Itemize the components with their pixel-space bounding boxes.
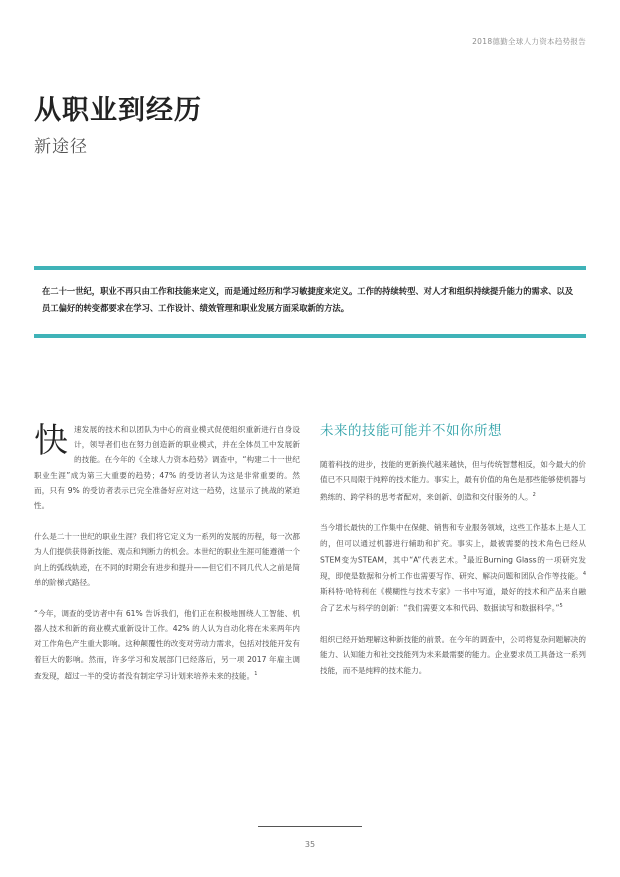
report-header-title: 2018德勤全球人力资本趋势报告: [472, 37, 586, 46]
right-paragraph-3: 组织已经开始理解这种新技能的前景。在今年的调查中，公司将复杂问题解决的能力、认知能力和社交技能列为未来最需要的能力。企业要求员工具备这一系列技能，而不是纯粹的技术能力。: [320, 635, 586, 675]
page-number: 35: [304, 840, 316, 849]
left-column: [34, 422, 300, 700]
right-paragraph-2: [320, 520, 586, 616]
footnote-ref-2[interactable]: 2: [532, 491, 536, 498]
page-subtitle: 新途径: [34, 137, 88, 157]
footnote-ref-5[interactable]: 5: [559, 603, 563, 610]
right-paragraph-2-text-c: 斯科特·哈特利在《模糊性与技术专家》一书中写道，最好的技术和产品来自融合了艺术与科学的创新：“我们需要文本和代码、数据读写和数据科学。”: [320, 587, 586, 613]
summary-bottom-rule: [34, 334, 586, 338]
dropcap-letter: 快: [34, 421, 68, 461]
left-paragraph-3-text: “今年，调查的受访者中有 61% 告诉我们，他们正在积极地围绕人工智能、机器人技术和新的商业模式重新设计工作。42% 的人认为自动化将在未来两年内对工作角色产生重大影响。这种颠覆性的改变对劳动力需求，包括对技能开发有着巨大的影响。然而，许多学习和发展部门已经落后，另一项 2017 年雇主调查发现，超过一半的受访者没有制定学习计划来培养未来的技能。: [34, 609, 300, 681]
right-paragraph-2-text-b: 最近Burning Glass的一项研究发现，即使是数据和分析工作也需要写作、研究、解决问题和团队合作等技能。: [320, 555, 586, 582]
summary-top-rule: [34, 266, 586, 270]
summary-text: 在二十一世纪，职业不再只由工作和技能来定义，而是通过经历和学习敏捷度来定义。工作的持续转型、对人才和组织持续提升能力的需求、以及员工偏好的转变都要求在学习、工作设计、绩效管理和职业发展方面采取新的方法。: [42, 286, 574, 313]
footnote-ref-3[interactable]: 3: [463, 554, 467, 561]
footnote-ref-4[interactable]: 4: [582, 571, 586, 578]
page-title: 从职业到经历: [34, 95, 202, 126]
right-column: [320, 422, 586, 694]
right-paragraph-2-text-a: 当今增长最快的工作集中在保健、销售和专业服务领域，这些工作基本上是人工的，但可以通过机器进行辅助和扩充。事实上，最被需要的技术角色已经从STEM变为STEAM，其中“A”代表艺术。: [320, 523, 586, 565]
section-heading: 未来的技能可能并不如你所想: [320, 423, 502, 439]
footnote-ref-1[interactable]: 1: [254, 670, 258, 677]
footer-divider: [258, 826, 362, 827]
left-paragraph-3: [34, 606, 300, 684]
left-paragraph-1-text: 速发展的技术和以团队为中心的商业模式促使组织重新进行自身设计，领导者们也在努力创造新的职业模式，并在全体员工中发展新的技能。在今年的《全球人力资本趋势》调查中，“构建二十一世纪职业生涯”成为第三大重要的趋势；47% 的受访者认为这是非常重要的。然而，只有 9% 的受访者表示已完全准备好应对这一趋势，这显示了挑战的紧迫性。: [34, 425, 300, 511]
left-paragraph-1: [34, 422, 300, 513]
right-paragraph-1: [320, 457, 586, 504]
left-paragraph-2: 什么是二十一世纪的职业生涯？我们将它定义为一系列的发展的历程，每一次都为人们提供获得新技能、观点和判断力的机会。本世纪的职业生涯可能遵循一个向上的弧线轨迹，在不同的时期会有进步和提升——但它们不同几代人之前是简单的阶梯式路径。: [34, 532, 300, 587]
right-paragraph-1-text: 随着科技的进步，技能的更新换代越来越快，但与传统智慧相反，如今最大的价值已不只局限于纯粹的技术能力。事实上，最有价值的角色是那些能够使机器与熟练的、跨学科的思考者配对，来创新、创造和交付服务的人。: [320, 460, 586, 502]
